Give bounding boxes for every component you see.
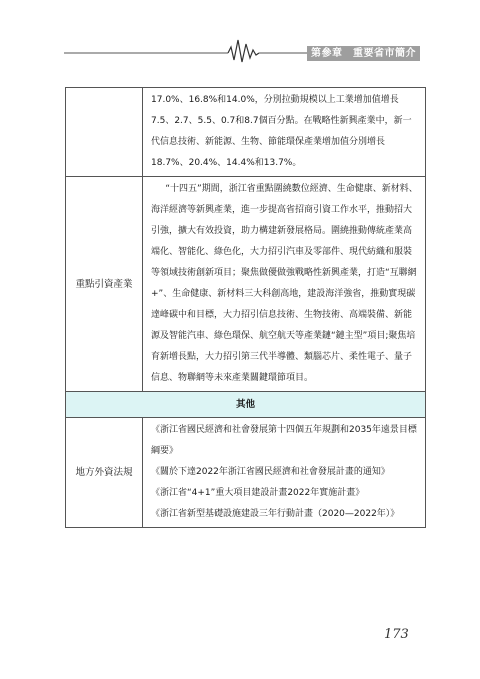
table-cell xyxy=(143,88,426,177)
industry-growth-text: 17.0%、16.8%和14.0%，分別拉動規模以上工業增加值增長7.5、2.7、5.5、0.7和8.7個百分點。在戰略性新興產業中，新一代信息技術、新能源、生物、節能環保產業增加值分別增長18.7%、20.4%、14.4%和13.7%。 xyxy=(151,95,412,168)
section-row xyxy=(66,392,426,418)
chapter-title: 第參章 重要省市簡介 xyxy=(307,46,420,61)
row-label-empty xyxy=(66,88,143,177)
table-cell xyxy=(143,177,426,392)
row-label: 重點引資產業 xyxy=(66,177,143,392)
page-number: 173 xyxy=(384,627,409,642)
table-row xyxy=(66,177,426,392)
regulation-item: 《浙江省國民經濟和社會發展第十四個五年規劃和2035年遠景目標綱要》 xyxy=(151,425,417,456)
table-cell xyxy=(143,418,426,528)
section-title: 其他 xyxy=(66,392,426,418)
row-label: 地方外資法規 xyxy=(66,418,143,528)
regulation-item: 《浙江省“4+1”重大項目建設計畫2022年實施計畫》 xyxy=(151,488,365,498)
info-table xyxy=(65,87,426,528)
table-row xyxy=(66,418,426,528)
key-industries-text: “十四五”期間，浙江省重點圍繞數位經濟、生命健康、新材料、海洋經濟等新興產業，進一步提高省招商引資工作水平，推動招大引強，擴大有效投資，助力構建新發展格局。圍繞推動傳統產業高端化、智能化、綠色化，大力招引汽車及零部件、現代紡織和服裝等領域技術創新項目；聚焦做優做強戰略性新興產業，打造“互聯網+”、生命健康、新材料三大科創高地，建設海洋強省，推動實現碳達峰碳中和目標，大力招引信息技術、生物技術、高端裝備、新能源及智能汽車、綠色環保、航空航天等產業鏈“鏈主型”項目;聚焦培育新增長點，大力招引第三代半導體、類腦芯片、柔性電子、量子信息、物聯網等未來產業關鍵環節項目。 xyxy=(151,184,418,383)
regulation-item: 《關於下達2022年浙江省國民經濟和社會發展計畫的通知》 xyxy=(151,467,390,477)
regulation-item: 《浙江省新型基礎設施建設三年行動計畫（2020—2022年）》 xyxy=(151,509,400,519)
table-row xyxy=(66,88,426,177)
page-header xyxy=(0,0,480,70)
